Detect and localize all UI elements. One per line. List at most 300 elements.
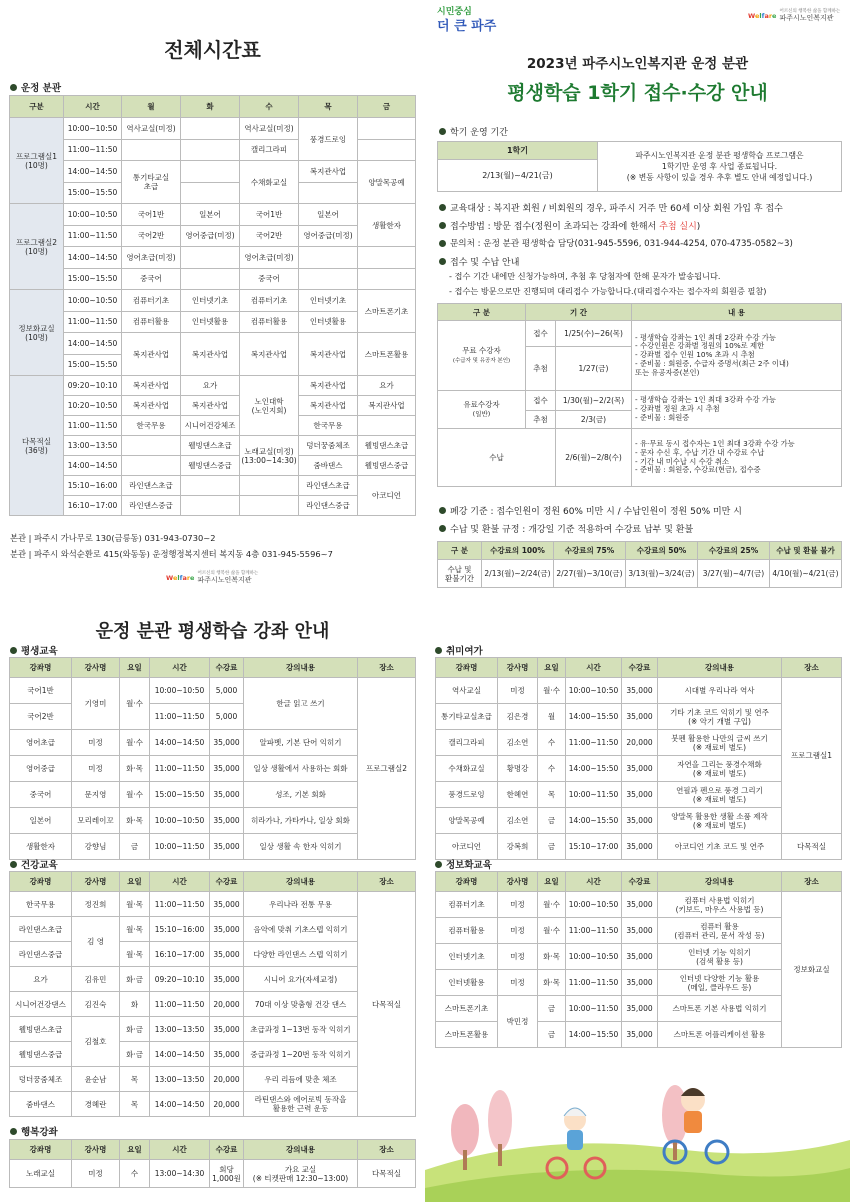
instructor: 김유민 — [72, 967, 120, 992]
time-slot: 15:10~16:00 — [64, 476, 122, 496]
fee: 회당 1,000원 — [210, 1160, 244, 1188]
timetable-section: 운정 분관 — [10, 80, 61, 94]
class-slot: 덩더꿍줌체조 — [299, 436, 358, 456]
course-row — [10, 1017, 416, 1042]
instructor: 경혜란 — [72, 1092, 120, 1117]
course-name: 수채화교실 — [436, 756, 498, 782]
instructor: 문지영 — [72, 782, 120, 808]
class-slot: 수채화교실 — [240, 161, 299, 204]
logo-mark-icon: Welfare — [166, 574, 195, 583]
course-name: 컴퓨터기초 — [436, 892, 498, 918]
class-slot: 영어초급(미정) — [122, 247, 181, 269]
time: 14:00~15:50 — [566, 1022, 622, 1048]
fee: 35,000 — [210, 808, 244, 834]
class-slot: 양말목공예 — [358, 161, 416, 204]
course-header: 시간 — [150, 872, 210, 892]
course-header: 요일 — [120, 1140, 150, 1160]
course-header: 강좌명 — [10, 872, 72, 892]
happy-table — [9, 1139, 416, 1188]
logo-sub: 어르신의 행복한 삶을 함께하는 — [197, 571, 259, 576]
class-slot: 노인대학 (노인지회) — [240, 376, 299, 436]
course-row — [10, 1092, 416, 1117]
class-slot — [299, 182, 358, 204]
class-slot — [299, 268, 358, 290]
course-header: 요일 — [120, 658, 150, 678]
description: 다양한 라인댄스 스텝 익히기 — [244, 942, 358, 967]
class-slot: 복지관사업 — [240, 333, 299, 376]
registration-note-1: - 접수 기간 내에만 신청가능하며, 추첨 후 당첨자에 한해 문자가 발송됩니다. — [449, 271, 721, 281]
lifelong-table — [9, 657, 416, 860]
days: 수 — [120, 1160, 150, 1188]
days: 월·수 — [538, 892, 566, 918]
class-slot: 요가 — [181, 376, 240, 396]
instructor: 정진희 — [72, 892, 120, 917]
class-slot: 국어2반 — [240, 225, 299, 247]
class-slot: 복지관사업 — [299, 333, 358, 376]
course-name: 영어초급 — [10, 730, 72, 756]
description: 가요 교실 (※ 티켓판매 12:30~13:00) — [244, 1160, 358, 1188]
bullet-registration: 접수 및 수납 안내 — [439, 255, 519, 268]
class-slot — [358, 118, 416, 140]
instructor: 모리레이꼬 — [72, 808, 120, 834]
class-slot: 아코디언 — [358, 476, 416, 516]
fee: 35,000 — [622, 996, 658, 1022]
description: 인터넷 다양한 기능 활용 (메일, 클라우드 등) — [658, 970, 782, 996]
instructor: 김소연 — [498, 730, 538, 756]
time: 09:20~10:10 — [150, 967, 210, 992]
time-slot: 11:00~11:50 — [64, 225, 122, 247]
class-slot: 인터넷활용 — [181, 311, 240, 333]
course-name: 스마트폰활용 — [436, 1022, 498, 1048]
course-header: 요일 — [538, 872, 566, 892]
fee: 35,000 — [622, 892, 658, 918]
time: 14:00~14:50 — [150, 1092, 210, 1117]
room-name: 정보화교실 (10명) — [10, 290, 64, 376]
days: 수 — [538, 756, 566, 782]
timetable-row — [10, 290, 416, 312]
class-slot: 복지관사업 — [181, 396, 240, 416]
bullet-icon — [10, 647, 17, 654]
course-header: 요일 — [538, 658, 566, 678]
time-slot: 13:00~13:50 — [64, 436, 122, 456]
course-header: 시간 — [566, 872, 622, 892]
fee: 35,000 — [622, 1022, 658, 1048]
instructor: 황명강 — [498, 756, 538, 782]
instructor: 기영미 — [72, 678, 120, 730]
class-slot — [122, 139, 181, 161]
course-name: 국어1반 — [10, 678, 72, 704]
timetable-row — [10, 225, 416, 247]
days: 월·목 — [120, 942, 150, 967]
instructor: 미정 — [498, 892, 538, 918]
description: 일상 생활에서 사용하는 회화 — [244, 756, 358, 782]
fee: 35,000 — [622, 808, 658, 834]
semester-label: 학기 운영 기간 — [439, 125, 508, 138]
time-slot: 14:00~14:50 — [64, 247, 122, 269]
class-slot: 인터넷기초 — [181, 290, 240, 312]
course-header: 수강료 — [210, 1140, 244, 1160]
description: 연필과 펜으로 풍경 그리기 (※ 재료비 별도) — [658, 782, 782, 808]
description: 음악에 맞춰 기초스텝 익히기 — [244, 917, 358, 942]
fee: 35,000 — [210, 782, 244, 808]
class-slot: 영어중급(미정) — [299, 225, 358, 247]
bullet-icon — [10, 84, 17, 91]
time: 14:00~14:50 — [150, 1042, 210, 1067]
course-row — [436, 808, 842, 834]
fee: 20,000 — [210, 1092, 244, 1117]
instructor: 김은경 — [498, 704, 538, 730]
instructor: 한혜연 — [498, 782, 538, 808]
course-header: 강의내용 — [658, 658, 782, 678]
class-slot: 인터넷활용 — [299, 311, 358, 333]
course-header: 강사명 — [498, 658, 538, 678]
time: 11:00~11:50 — [150, 756, 210, 782]
course-name: 시니어건강댄스 — [10, 992, 72, 1017]
time: 14:00~15:50 — [566, 704, 622, 730]
location: 다목적실 — [358, 892, 416, 1117]
course-row — [436, 730, 842, 756]
instructor: 윤순남 — [72, 1067, 120, 1092]
class-slot: 역사교실(미정) — [240, 118, 299, 140]
course-row — [436, 704, 842, 730]
description: 스마트폰 어플리케이션 활용 — [658, 1022, 782, 1048]
hobby-label: 취미여가 — [435, 643, 483, 657]
timetable-row — [10, 118, 416, 140]
class-slot: 웰빙댄스초급 — [181, 436, 240, 456]
time: 11:00~11:50 — [150, 992, 210, 1017]
course-header: 요일 — [120, 872, 150, 892]
course-name: 통기타교실초급 — [436, 704, 498, 730]
class-slot: 줌바댄스 — [299, 456, 358, 476]
fee: 35,000 — [210, 730, 244, 756]
class-slot: 요가 — [358, 376, 416, 396]
class-slot — [122, 436, 181, 456]
class-slot: 복지관사업 — [122, 333, 181, 376]
bullet-refund: 수납 및 환불 규정 : 개강일 기준 적용하여 수강료 납부 및 환불 — [439, 522, 693, 535]
description: 자연을 그리는 풍경수채화 (※ 재료비 별도) — [658, 756, 782, 782]
course-row — [10, 942, 416, 967]
description: 컴퓨터 활용 (컴퓨터 관리, 문서 작성 등) — [658, 918, 782, 944]
class-slot: 국어1반 — [240, 204, 299, 226]
class-slot: 국어1반 — [122, 204, 181, 226]
days: 화·금 — [120, 1017, 150, 1042]
logo-mark-icon: Welfare — [748, 12, 777, 21]
class-slot — [181, 118, 240, 140]
time-slot: 15:00~15:50 — [64, 182, 122, 204]
timetable-row — [10, 476, 416, 496]
course-header-row — [436, 872, 842, 892]
course-header: 강좌명 — [436, 872, 498, 892]
bullet-method: 접수방법 : 방문 접수(정원이 초과되는 강좌에 한해서 추첨 실시) — [439, 219, 700, 232]
course-row — [10, 1042, 416, 1067]
refund-header: 수납 및 환불 불가 — [770, 542, 842, 560]
course-name: 컴퓨터활용 — [436, 918, 498, 944]
free-student: 무료 수강자 (수급자 및 유공자 본인) — [438, 321, 526, 391]
description: 한글 읽고 쓰기 — [244, 678, 358, 730]
course-row — [10, 917, 416, 942]
course-header: 수강료 — [622, 658, 658, 678]
time-slot: 11:00~11:50 — [64, 416, 122, 436]
course-row — [436, 892, 842, 918]
days: 월·목 — [120, 917, 150, 942]
courses-title: 운정 분관 평생학습 강좌 안내 — [95, 621, 330, 642]
description: 알파벳, 기본 단어 익히기 — [244, 730, 358, 756]
paid-student: 유료수강자 (일반) — [438, 391, 526, 429]
class-slot: 풍경드로잉 — [299, 118, 358, 161]
bullet-icon — [439, 258, 446, 265]
class-slot: 컴퓨터기초 — [122, 290, 181, 312]
refund-header: 구 분 — [438, 542, 482, 560]
semester-period: 2/13(월)~4/21(금) — [438, 160, 598, 192]
days: 화·금 — [120, 1042, 150, 1067]
class-slot: 스마트폰활용 — [358, 333, 416, 376]
instructor: 미정 — [498, 918, 538, 944]
class-slot: 웰빙댄스중급 — [181, 456, 240, 476]
course-header: 강좌명 — [436, 658, 498, 678]
time-slot: 11:00~11:50 — [64, 311, 122, 333]
class-slot: 영어중급(미정) — [181, 225, 240, 247]
bullet-icon — [435, 647, 442, 654]
timetable-table — [9, 95, 416, 516]
fee: 35,000 — [210, 834, 244, 860]
course-row — [10, 967, 416, 992]
class-slot: 컴퓨터기초 — [240, 290, 299, 312]
days: 월·수 — [538, 918, 566, 944]
refund-cell: 2/27(월)~3/10(금) — [554, 560, 626, 588]
timetable-row — [10, 396, 416, 416]
time-slot: 09:20~10:10 — [64, 376, 122, 396]
location: 다목적실 — [358, 1160, 416, 1188]
course-row — [10, 992, 416, 1017]
fee: 35,000 — [622, 944, 658, 970]
course-row — [436, 970, 842, 996]
class-slot — [181, 182, 240, 204]
course-row — [10, 730, 416, 756]
days: 금 — [538, 808, 566, 834]
course-name: 캘리그라피 — [436, 730, 498, 756]
fee: 5,000 — [210, 704, 244, 730]
description: 성조, 기본 회화 — [244, 782, 358, 808]
instructor: 김진숙 — [72, 992, 120, 1017]
time: 14:00~15:50 — [566, 808, 622, 834]
course-header: 장소 — [358, 658, 416, 678]
fee: 20,000 — [210, 1067, 244, 1092]
info-table — [435, 871, 842, 1048]
days: 월 — [538, 704, 566, 730]
fee: 20,000 — [210, 992, 244, 1017]
course-header: 장소 — [358, 872, 416, 892]
course-row — [436, 678, 842, 704]
course-name: 양말목공예 — [436, 808, 498, 834]
description: 인터넷 기능 익히기 (검색 활용 등) — [658, 944, 782, 970]
timetable-header: 화 — [181, 96, 240, 118]
fee: 35,000 — [210, 1017, 244, 1042]
time: 11:00~11:50 — [566, 970, 622, 996]
class-slot: 복지관사업 — [299, 161, 358, 183]
semester-desc: 파주시노인복지관 운정 분관 평생학습 프로그램은 1학기만 운영 후 사업 종료됩니다. (※ 변동 사항이 있을 경우 추후 별도 안내 예정입니다.) — [598, 142, 842, 192]
course-header: 수강료 — [210, 658, 244, 678]
course-header: 장소 — [782, 658, 842, 678]
timetable-title: 전체시간표 — [164, 38, 261, 62]
class-slot — [122, 456, 181, 476]
timetable-row — [10, 376, 416, 396]
class-slot: 컴퓨터활용 — [240, 311, 299, 333]
class-slot: 스마트폰기초 — [358, 290, 416, 333]
days: 금 — [538, 1022, 566, 1048]
location: 프로그램실1 — [782, 678, 842, 834]
refund-header: 수강료의 75% — [554, 542, 626, 560]
class-slot: 컴퓨터활용 — [122, 311, 181, 333]
room-name: 프로그램실1 (10명) — [10, 118, 64, 204]
class-slot: 복지관사업 — [181, 333, 240, 376]
time: 10:00~10:50 — [566, 944, 622, 970]
course-name: 아코디언 — [436, 834, 498, 860]
time: 15:10~17:00 — [566, 834, 622, 860]
fee: 35,000 — [622, 704, 658, 730]
fee: 35,000 — [210, 967, 244, 992]
time: 10:00~11:50 — [150, 834, 210, 860]
course-name: 풍경드로잉 — [436, 782, 498, 808]
time: 11:00~11:50 — [566, 918, 622, 944]
class-slot: 국어2반 — [122, 225, 181, 247]
fee: 35,000 — [210, 1042, 244, 1067]
course-name: 영어중급 — [10, 756, 72, 782]
days: 월·수 — [120, 782, 150, 808]
course-name: 웰빙댄스중급 — [10, 1042, 72, 1067]
course-row — [436, 782, 842, 808]
timetable-row — [10, 333, 416, 355]
course-row — [10, 834, 416, 860]
instructor: 김 영 — [72, 917, 120, 967]
class-slot: 역사교실(미정) — [122, 118, 181, 140]
registration-table: 구 분 기 간 내 용 무료 수강자 (수급자 및 유공자 본인) 접수 1/25(수)~26(목) - 평생학습 강좌는 1인 최대 2강좌 수강 가능 - 수강인원은 강좌별 정원의 10%로 제한 - 강좌별 접수 인원 10% 초과 시 추첨 - 준비물 : 회원증, 수급자 증명서(최근 2주 이내) 또는 유공자증(본인) 추첨 1/27(금) 유료수강자 (일반) 접수 1/30(월)~2/2(목) - 평생학습 강좌는 1인 최대 3강좌 수강 가능 - 강좌별 정원 초과 시 추첨 - 준비물 : 회원증 추첨 2/3(금) 수납 2/6(월)~2/8(수) - 유·무료 동시 접수자는 1인 최대 3강좌 수강 가능 - 문자 수신 후, 수납 기간 내 수강료 수납 - 기간 내 미수납 시 수강 취소 - 준비물 : 회원증, 수강료(현금), 접수증 — [437, 303, 842, 487]
description: 시니어 요가(자세교정) — [244, 967, 358, 992]
timetable-panel — [0, 0, 425, 601]
description: 중급과정 1~20번 동작 익히기 — [244, 1042, 358, 1067]
time: 13:00~13:50 — [150, 1017, 210, 1042]
timetable-header: 시간 — [64, 96, 122, 118]
instructor: 미정 — [498, 678, 538, 704]
tree-trunk — [498, 1144, 502, 1166]
class-slot — [181, 268, 240, 290]
course-row — [10, 1067, 416, 1092]
class-slot — [181, 161, 240, 183]
course-name: 인터넷활용 — [436, 970, 498, 996]
course-header: 강의내용 — [244, 658, 358, 678]
fee: 35,000 — [210, 892, 244, 917]
course-header: 강좌명 — [10, 1140, 72, 1160]
fee: 35,000 — [622, 756, 658, 782]
refund-cell: 3/27(월)~4/7(금) — [698, 560, 770, 588]
bullet-icon — [439, 525, 446, 532]
description: 스마트폰 기본 사용법 익히기 — [658, 996, 782, 1022]
course-name: 줌바댄스 — [10, 1092, 72, 1117]
class-slot: 시니어건강체조 — [181, 416, 240, 436]
days: 금 — [120, 834, 150, 860]
class-slot: 생활한자 — [358, 204, 416, 247]
course-row — [10, 782, 416, 808]
course-header: 강의내용 — [244, 872, 358, 892]
location: 정보화교실 — [782, 892, 842, 1048]
class-slot: 복지관사업 — [122, 376, 181, 396]
class-slot: 복지관사업 — [299, 396, 358, 416]
course-name: 웰빙댄스초급 — [10, 1017, 72, 1042]
course-header: 수강료 — [210, 872, 244, 892]
timetable-row — [10, 182, 416, 204]
timetable-header: 구분 — [10, 96, 64, 118]
class-slot — [358, 139, 416, 161]
course-header: 시간 — [566, 658, 622, 678]
days: 금 — [538, 834, 566, 860]
course-name: 덩더꿍줌체조 — [10, 1067, 72, 1092]
bullet-icon — [439, 507, 446, 514]
fee: 20,000 — [622, 730, 658, 756]
class-slot: 영어초급(미정) — [240, 247, 299, 269]
refund-cell: 2/13(월)~2/24(금) — [482, 560, 554, 588]
days: 화·목 — [120, 808, 150, 834]
description: 라틴댄스와 에어로빅 동작을 활용한 근력 운동 — [244, 1092, 358, 1117]
time: 13:00~13:50 — [150, 1067, 210, 1092]
course-header: 강의내용 — [658, 872, 782, 892]
course-name: 노래교실 — [10, 1160, 72, 1188]
time-slot: 10:20~10:50 — [64, 396, 122, 416]
instructor: 미정 — [72, 730, 120, 756]
fee: 35,000 — [210, 942, 244, 967]
fee: 35,000 — [210, 756, 244, 782]
description: 붓펜 활용한 나만의 글씨 쓰기 (※ 재료비 별도) — [658, 730, 782, 756]
notice-title: 평생학습 1학기 접수·수강 안내 — [507, 82, 768, 104]
time: 10:00~11:50 — [566, 782, 622, 808]
course-name: 생활한자 — [10, 834, 72, 860]
bullet-icon — [439, 128, 446, 135]
days: 수 — [538, 730, 566, 756]
info-label: 정보화교육 — [435, 857, 492, 871]
class-slot — [240, 476, 299, 496]
logo-name: 파주시노인복지관 — [197, 575, 252, 584]
instructor: 미정 — [498, 944, 538, 970]
description: 기타 기초 코드 익히기 및 연주 (※ 악기 개별 구입) — [658, 704, 782, 730]
fee: 35,000 — [622, 782, 658, 808]
time: 16:10~17:00 — [150, 942, 210, 967]
time: 15:00~15:50 — [150, 782, 210, 808]
class-slot — [181, 476, 240, 496]
bullet-icon — [439, 222, 446, 229]
fee: 35,000 — [622, 834, 658, 860]
class-slot — [181, 247, 240, 269]
location: 프로그램실2 — [358, 678, 416, 860]
bullet-icon — [10, 861, 17, 868]
class-slot: 한국무용 — [122, 416, 181, 436]
course-header-row — [10, 872, 416, 892]
tree-icon — [451, 1104, 479, 1156]
course-row — [436, 756, 842, 782]
course-name: 일본어 — [10, 808, 72, 834]
class-slot — [181, 139, 240, 161]
course-header: 장소 — [358, 1140, 416, 1160]
welfare-logo-top: Welfare 어르신의 행복한 삶을 함께하는 파주시노인복지관 — [748, 9, 841, 22]
time: 14:00~15:50 — [566, 756, 622, 782]
days: 월·수 — [538, 678, 566, 704]
course-name: 라인댄스초급 — [10, 917, 72, 942]
days: 화·목 — [538, 970, 566, 996]
timetable-row — [10, 268, 416, 290]
health-table — [9, 871, 416, 1117]
days: 화·목 — [538, 944, 566, 970]
time-slot: 15:00~15:50 — [64, 354, 122, 376]
timetable-row — [10, 436, 416, 456]
time: 10:00~10:50 — [150, 808, 210, 834]
timetable-row — [10, 456, 416, 476]
